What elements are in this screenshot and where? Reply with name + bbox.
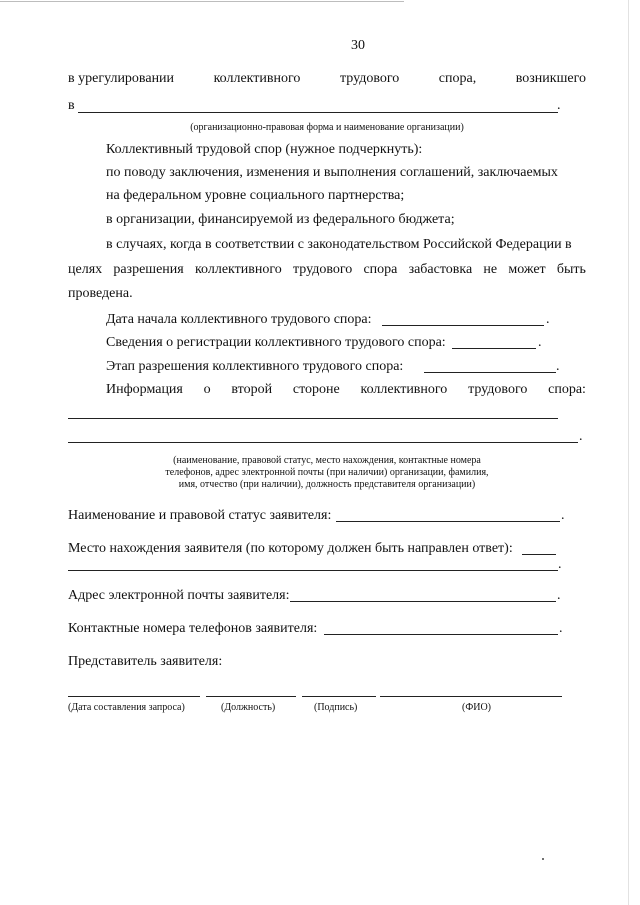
- option-word: спора: [363, 262, 398, 277]
- page-number: 30: [351, 38, 365, 53]
- option-word: быть: [556, 262, 586, 277]
- option-word: целях: [68, 262, 103, 277]
- second-party-word: Информация: [106, 382, 183, 397]
- start-date-label: Дата начала коллективного трудового спора:: [106, 312, 372, 327]
- intro-word: трудового: [339, 71, 400, 86]
- second-party-blank-2: [68, 442, 578, 443]
- registration-period: .: [538, 335, 542, 350]
- second-party-blank-1: [68, 418, 558, 419]
- position-signature-line: [206, 696, 296, 697]
- stage-blank: [424, 372, 556, 373]
- representative-label: Представитель заявителя:: [68, 654, 223, 669]
- option-word: разрешения: [113, 262, 184, 277]
- applicant-phones-period: .: [559, 621, 563, 636]
- dispute-option-3-line-2: [68, 261, 586, 278]
- intro-word: коллективного: [213, 71, 301, 86]
- stage-label: Этап разрешения коллективного трудового спора:: [106, 359, 404, 374]
- organization-blank: [78, 112, 558, 113]
- registration-blank: [452, 348, 536, 349]
- dispute-option-1-line-2: на федеральном уровне социального партнерства;: [106, 188, 405, 203]
- second-party-caption-2: телефонов, адрес электронной почты (при наличии) организации, фамилия,: [165, 467, 489, 478]
- scan-edge-top: [0, 1, 404, 2]
- date-signature-line: [68, 696, 200, 697]
- second-party-word: стороне: [292, 382, 340, 397]
- option-word: забастовка: [408, 262, 473, 277]
- second-party-line: [106, 381, 586, 398]
- full-name-caption: (ФИО): [462, 702, 492, 713]
- signature-line: [302, 696, 376, 697]
- intro-line-1: [68, 70, 586, 87]
- second-party-word: спора:: [548, 382, 586, 397]
- applicant-phones-label: Контактные номера телефонов заявителя:: [68, 621, 318, 636]
- applicant-phones-blank: [324, 634, 558, 635]
- scan-speck: [542, 858, 544, 860]
- intro-line-2-end: .: [557, 98, 561, 113]
- second-party-caption-3: имя, отчество (при наличии), должность представителя организации): [178, 479, 476, 490]
- second-party-word: трудового: [468, 382, 528, 397]
- second-party-period: .: [579, 429, 583, 444]
- applicant-email-period: .: [557, 588, 561, 603]
- applicant-location-blank-1: [522, 554, 556, 555]
- option-word: трудового: [292, 262, 353, 277]
- applicant-email-label: Адрес электронной почты заявителя:: [68, 588, 290, 603]
- dispute-option-3-line-1: в случаях, когда в соответствии с законодательством Российской Федерации в: [106, 237, 572, 252]
- applicant-email-blank: [290, 601, 556, 602]
- intro-line-2-prefix: в: [68, 98, 75, 113]
- intro-word: спора,: [438, 71, 477, 86]
- dispute-option-2: в организации, финансируемой из федерального бюджета;: [106, 212, 455, 227]
- applicant-location-period: .: [558, 557, 562, 572]
- second-party-word: о: [203, 382, 211, 397]
- applicant-name-status-period: .: [561, 508, 565, 523]
- second-party-caption-1: (наименование, правовой статус, место нахождения, контактные номера: [173, 455, 481, 466]
- applicant-location-blank-2: [68, 570, 558, 571]
- intro-word: в урегулировании: [68, 71, 175, 86]
- start-date-period: .: [546, 312, 550, 327]
- registration-label: Сведения о регистрации коллективного трудового спора:: [106, 335, 446, 350]
- dispute-type-heading: Коллективный трудовой спор (нужное подчеркнуть):: [106, 142, 423, 157]
- full-name-signature-line: [380, 696, 562, 697]
- option-word: может: [508, 262, 546, 277]
- applicant-location-label: Место нахождения заявителя (по которому должен быть направлен ответ):: [68, 541, 513, 556]
- applicant-name-status-label: Наименование и правовой статус заявителя:: [68, 508, 332, 523]
- option-word: не: [483, 262, 498, 277]
- second-party-word: коллективного: [360, 382, 448, 397]
- dispute-option-1-line-1: по поводу заключения, изменения и выполнения соглашений, заключаемых: [106, 165, 558, 180]
- second-party-word: второй: [231, 382, 273, 397]
- intro-word: возникшего: [515, 71, 586, 86]
- stage-period: .: [556, 359, 560, 374]
- dispute-option-3-line-3: проведена.: [68, 286, 133, 301]
- signature-caption: (Подпись): [314, 702, 358, 713]
- date-caption: (Дата составления запроса): [68, 702, 185, 713]
- applicant-name-status-blank: [336, 521, 560, 522]
- org-caption: (организационно-правовая форма и наименование организации): [190, 122, 464, 133]
- position-caption: (Должность): [221, 702, 276, 713]
- option-word: коллективного: [194, 262, 282, 277]
- start-date-blank: [382, 325, 544, 326]
- scan-edge-right: [628, 0, 629, 905]
